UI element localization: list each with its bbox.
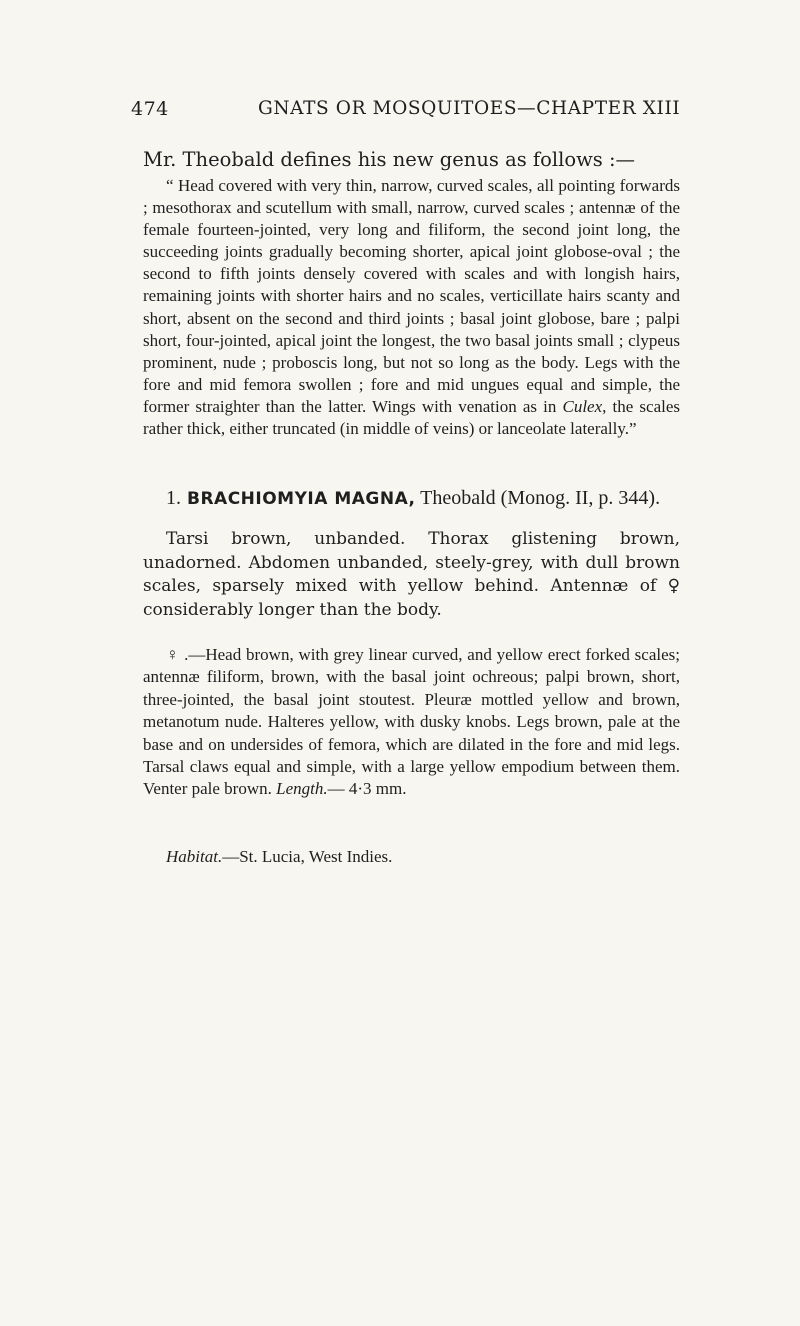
- genus-description-quote: [143, 175, 680, 440]
- genus-name-culex: Culex: [562, 396, 603, 416]
- quote-text-part-1: “ Head covered with very thin, narrow, curved scales, all pointing forwards ; mesothorax and scutellum with small, narrow, curved scales ; antennæ of the female fourteen-jointed, very long and filiform, the second joint long, the succeeding joints gradually becoming shorter, apical joint globose-oval ; the second to fifth joints densely covered with scales and with longish hairs, remaining joints with shorter hairs and no scales, verticillate hairs scanty and short, absent on the second and third joints ; basal joint globose, bare ; palpi short, four-jointed, apical joint the longest, the two basal joints small ; clypeus prominent, nude ; proboscis long, but not so long as the body. Legs with the fore and mid femora swollen ; fore and mid ungues equal and simple, the former straighter than the latter. Wings with venation as in: [143, 176, 680, 416]
- female-description-text: ♀ .—Head brown, with grey linear curved, and yellow erect forked scales; antennæ filiform, brown, with the basal joint ochreous; palpi brown, short, three-jointed, the basal joint stoutest. Pleuræ mottled yellow and brown, metanotum nude. Halteres yellow, with dusky knobs. Legs brown, pale at the base and on undersides of femora, which are dilated in the fore and mid legs. Tarsal claws equal and simple, with a large yellow empodium between them. Venter pale brown.: [143, 645, 680, 799]
- habitat-line: [166, 846, 686, 868]
- species-summary: Tarsi brown, unbanded. Thorax glistening brown, unadorned. Abdomen unbanded, steely-grey, with dull brown scales, sparsely mixed with yellow behind. Antennæ of ♀ considerably longer than the body.: [143, 529, 680, 620]
- page-number: 474: [131, 98, 169, 120]
- species-heading: [166, 485, 686, 512]
- species-number: 1.: [166, 487, 181, 509]
- female-description: [143, 644, 680, 801]
- page-header: [0, 98, 800, 130]
- habitat-label: Habitat.: [166, 847, 223, 866]
- intro-sentence: Mr. Theobald defines his new genus as follows :—: [143, 148, 636, 171]
- length-value: — 4·3 mm.: [327, 779, 407, 799]
- quote-text-part-2: , the scales rather thick, either truncated (in middle of veins) or lanceolate laterally.”: [143, 396, 681, 439]
- species-authority: Theobald (Monog. II, p. 344).: [420, 487, 661, 509]
- running-title: GNATS OR MOSQUITOES—CHAPTER XIII: [258, 98, 681, 119]
- length-label: Length.: [276, 779, 328, 799]
- habitat-value: —St. Lucia, West Indies.: [222, 847, 393, 866]
- species-name: BRACHIOMYIA MAGNA,: [187, 489, 416, 509]
